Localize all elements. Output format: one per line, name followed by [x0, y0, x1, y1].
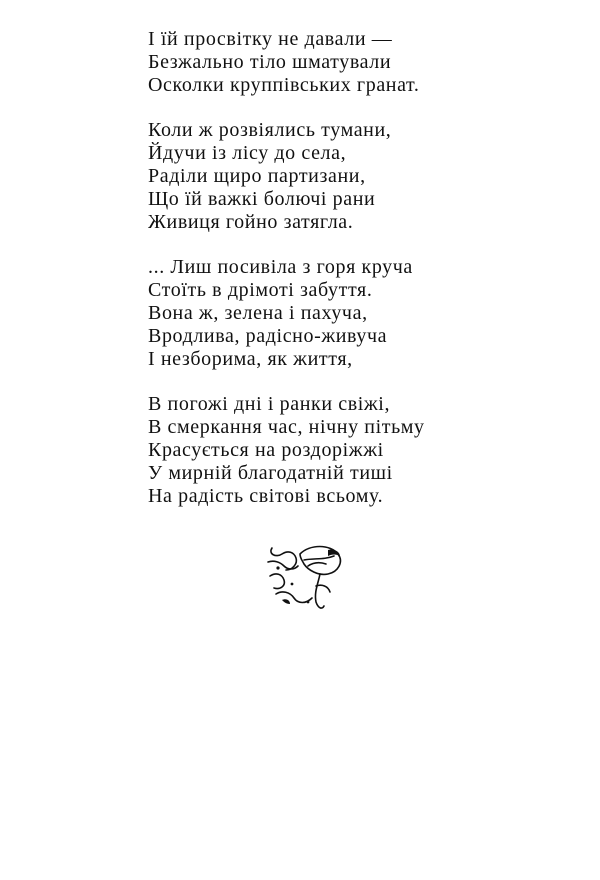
poem-line: В смеркання час, нічну пітьму	[148, 416, 425, 438]
poem-line: Осколки круппівських гранат.	[148, 74, 420, 96]
poem-line: Йдучи із лісу до села,	[148, 142, 347, 164]
stanza-2	[148, 119, 478, 234]
poem-line: Живиця гойно затягла.	[148, 211, 354, 233]
poem-line: Що їй важкі болючі рани	[148, 188, 376, 210]
poem-line: Безжально тіло шматували	[148, 51, 392, 73]
poem-line: ... Лиш посивіла з горя круча	[148, 256, 413, 278]
poem-line: Стоїть в дрімоті забуття.	[148, 279, 373, 301]
poem-line: Красується на роздоріжжі	[148, 439, 384, 461]
poem-line: На радість світові всьому.	[148, 485, 384, 507]
poem-line: Вона ж, зелена і пахуча,	[148, 302, 368, 324]
poem-line: В погожі дні і ранки свіжі,	[148, 393, 391, 415]
poem-line: І незборима, як життя,	[148, 348, 353, 370]
poem-line: Раділи щиро партизани,	[148, 165, 366, 187]
poem-line: Коли ж розвіялись тумани,	[148, 119, 392, 141]
poem-text	[148, 28, 478, 530]
poem-line: У мирній благодатній тиші	[148, 462, 393, 484]
stanza-3	[148, 256, 478, 371]
stanza-4	[148, 393, 478, 508]
poem-line: І їй просвітку не давали —	[148, 28, 393, 50]
leaf-ornament-icon	[258, 540, 350, 612]
stanza-1	[148, 28, 478, 97]
poem-line: Вродлива, радісно-живуча	[148, 325, 388, 347]
